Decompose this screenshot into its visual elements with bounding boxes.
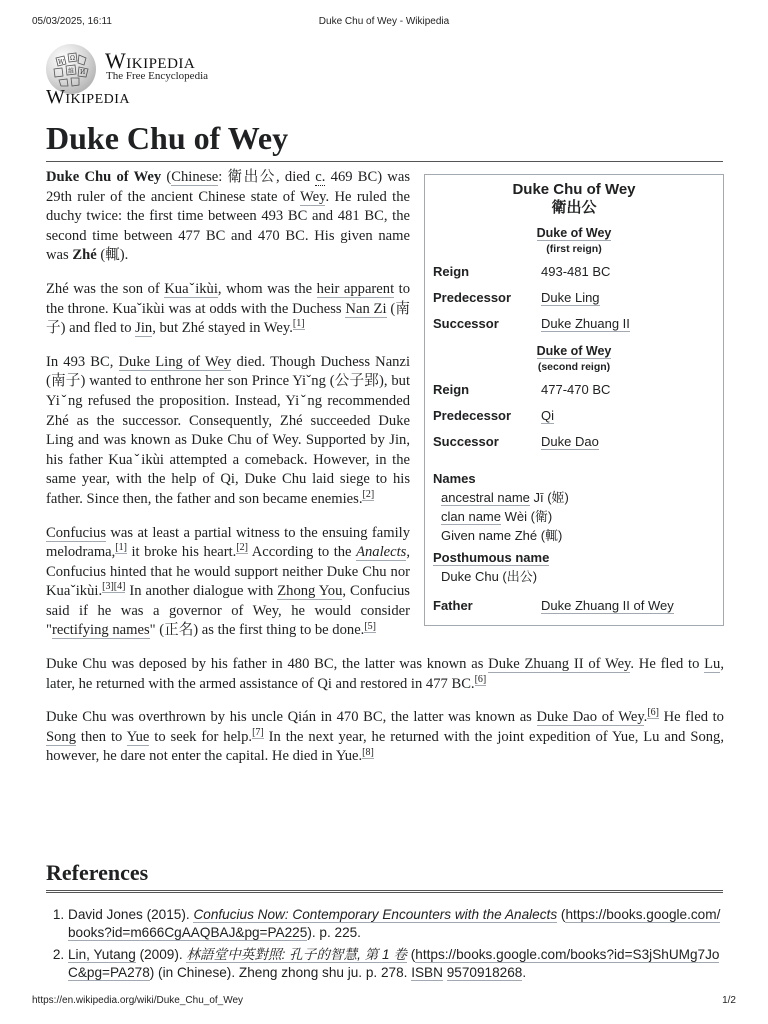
citation-link[interactable]: [8]	[362, 746, 374, 758]
paragraph-early-life: Zhé was the son of Kuaˇikùi, whom was the heir apparent to the throne. Kuaˇikùi was at odds with the Duchess Nan Zi (南子) and fled to Jin, but Zhé stayed in Wey.[1]	[46, 280, 410, 337]
clan-name-link[interactable]: clan name	[441, 509, 501, 524]
circa-abbr: c.	[315, 169, 326, 185]
article-body	[46, 168, 724, 781]
citation-link[interactable]: [6]	[647, 707, 659, 719]
paragraph-deposed: Duke Chu was deposed by his father in 480 BC, the latter was known as Duke Zhuang II of Wey. He fled to Lu, later, he returned with the armed assistance of Qi and restored in 477 BC.[6]	[46, 656, 724, 692]
citation-link[interactable]: [2]	[236, 542, 248, 554]
wikipedia-tagline: The Free Encyclopedia	[106, 70, 209, 82]
paragraph-succession: In 493 BC, Duke Ling of Wey died. Though Duchess Nanzi (南子) wanted to enthrone her son Prince Yiˇng (公子郢), but Yiˇng refused the proposition. Instead, Yiˇng recommended Zhé as the successor. Consequently, Zhé succeeded Duke Ling and was known as Duke Chu of Wey. Supported by Jin, his father Kuaˇikùi attempted a comeback. However, in the same year, with the help of Qi, Duke Chu laid siege to his father. Since then, the father and son became enemies.[2]	[46, 353, 410, 507]
reference-title-link[interactable]: 林語堂中英對照: 孔子的智慧, 第 1 卷	[186, 947, 407, 962]
citation-link[interactable]: [5]	[364, 620, 377, 632]
wikipedia-logo[interactable]	[46, 44, 246, 108]
infobox	[424, 174, 724, 626]
infobox-row: Reign 493-481 BC	[433, 264, 611, 279]
infobox-row: Reign 477-470 BC	[433, 382, 611, 397]
references-list	[46, 906, 723, 986]
heir-apparent-link[interactable]: heir apparent	[316, 280, 395, 297]
citation-link[interactable]: [7]	[252, 726, 264, 738]
infobox-name-item: Given name Zhé (輒)	[441, 528, 563, 543]
svg-text:W: W	[58, 59, 65, 66]
print-page-number: 1/2	[722, 995, 736, 1006]
duke-of-wey-link[interactable]: Duke of Wey	[536, 226, 612, 240]
reference-url-link[interactable]: https://books.google.com/books?id=S3jShUMg7JoC&pg=PA278	[68, 947, 720, 980]
paragraph-overthrown: Duke Chu was overthrown by his uncle Qián in 470 BC, the latter was known as Duke Dao of Wey.[6] He fled to Song then to Yue to seek for help.[7] In the next year, he returned with the joint expedition of Yue, Lu and Song, however, he dare not enter the capital. He died in Yue.[8]	[46, 707, 724, 765]
svg-text:維: 維	[68, 68, 75, 75]
wey-link[interactable]: Wey	[300, 188, 326, 205]
lu-link[interactable]: Lu	[704, 656, 721, 673]
reference-author-link[interactable]: Lin, Yutang	[68, 947, 136, 962]
isbn-link[interactable]: ISBN	[411, 965, 443, 980]
infobox-name-item: clan name Wèi (衛)	[441, 509, 553, 524]
duke-of-wey-link[interactable]: Duke of Wey	[536, 344, 612, 358]
nan-zi-link[interactable]: Nan Zi	[345, 300, 387, 317]
reference-url-link[interactable]: https://books.google.com/books?id=m666CgAAQBAJ&pg=PA225	[68, 907, 721, 940]
duke-ling-link[interactable]: Duke Ling of Wey	[118, 353, 232, 370]
references-heading: References	[46, 860, 723, 893]
infobox-row: Predecessor Qi	[433, 408, 554, 423]
infobox-row: Predecessor Duke Ling	[433, 290, 600, 305]
infobox-reign1-header: Duke of Wey (first reign)	[536, 226, 612, 255]
predecessor-link[interactable]: Duke Ling	[541, 290, 600, 305]
print-footer	[32, 995, 736, 1006]
infobox-title: Duke Chu of Wey 衛出公	[425, 181, 723, 217]
zhong-you-link[interactable]: Zhong You	[277, 583, 343, 600]
citation-link[interactable]: [3][4]	[102, 581, 126, 593]
jin-link[interactable]: Jin	[135, 320, 153, 337]
predecessor-link[interactable]: Qi	[541, 408, 554, 423]
isbn-number-link[interactable]: 9570918268	[446, 965, 523, 980]
paragraph-intro: Duke Chu of Wey (Chinese: 衛出公, died c. 469 BC) was 29th ruler of the ancient Chinese state of Wey. He ruled the duchy twice: the first time between 493 BC and 481 BC, the second time between 477 BC and 470 BC. His given name was Zhé (輒).	[46, 169, 411, 264]
citation-link[interactable]: [2]	[362, 489, 375, 501]
confucius-link[interactable]: Confucius	[46, 524, 106, 541]
father-link[interactable]: Duke Zhuang II of Wey	[541, 598, 674, 613]
successor-link[interactable]: Duke Zhuang II	[541, 316, 630, 331]
infobox-row: Father Duke Zhuang II of Wey	[433, 598, 674, 613]
kuaikui-link[interactable]: Kuaˇikùi	[164, 280, 218, 297]
infobox-names-header: Names	[433, 471, 476, 486]
citation-link[interactable]: [1]	[292, 318, 305, 330]
print-url: https://en.wikipedia.org/wiki/Duke_Chu_of_Wey	[32, 995, 244, 1006]
analects-link[interactable]: Analects	[356, 544, 407, 561]
svg-text:Ω: Ω	[70, 55, 75, 62]
infobox-row: Successor Duke Zhuang II	[433, 316, 630, 331]
infobox-title-chinese: 衛出公	[551, 199, 597, 216]
posthumous-name-link[interactable]: Posthumous name	[433, 550, 550, 565]
reference-item: 1. David Jones (2015). Confucius Now: Contemporary Encounters with the Analects (https://books.google.com/books?id=m666CgAAQBAJ&pg=PA225). p. 225.	[68, 906, 723, 942]
duke-dao-link[interactable]: Duke Dao of Wey	[536, 709, 644, 726]
chinese-link[interactable]: Chinese	[171, 169, 219, 185]
svg-text:И: И	[80, 69, 86, 76]
citation-link[interactable]: [1]	[115, 542, 127, 554]
wikipedia-wordmark-secondary: Wikipedia	[46, 86, 131, 108]
rectifying-names-link[interactable]: rectifying names	[51, 622, 150, 639]
reference-title-link[interactable]: Confucius Now: Contemporary Encounters with the Analects	[193, 907, 558, 922]
infobox-name-item: ancestral name Jī (姬)	[441, 490, 569, 505]
successor-link[interactable]: Duke Dao	[541, 434, 599, 449]
citation-link[interactable]: [6]	[474, 673, 487, 685]
infobox-reign2-header: Duke of Wey (second reign)	[536, 344, 612, 373]
song-link[interactable]: Song	[46, 728, 77, 745]
duke-zhuang-link[interactable]: Duke Zhuang II of Wey	[488, 656, 631, 673]
page-title: Duke Chu of Wey	[46, 120, 723, 162]
wikipedia-wordmark: Wikipedia	[105, 48, 196, 73]
print-page-title: Duke Chu of Wey - Wikipedia	[318, 16, 450, 27]
infobox-row: Successor Duke Dao	[433, 434, 599, 449]
ancestral-name-link[interactable]: ancestral name	[441, 490, 530, 505]
infobox-posthumous-value: Duke Chu (出公)	[441, 569, 538, 584]
yue-link[interactable]: Yue	[126, 728, 150, 745]
reference-item: 2. Lin, Yutang (2009). 林語堂中英對照: 孔子的智慧, 第 1 卷 (https://books.google.com/books?id=S3jShUMg7JoC&pg=PA278) (in Chinese). Zheng zhong shu ju. p. 278. ISBN 9570918268.	[68, 946, 723, 982]
print-header	[32, 16, 736, 27]
paragraph-confucius: Confucius was at least a partial witness to the ensuing family melodrama,[1] it broke his heart.[2] According to the Analects, Confucius hinted that he would support neither Duke Chu nor Kuaˇikùi.[3][4] In another dialogue with Zhong You, Confucius said if he was a governor of Wey, he would consider "rectifying names" (正名) as the first thing to be done.[5]	[46, 524, 410, 639]
print-datetime: 05/03/2025, 16:11	[32, 16, 112, 27]
